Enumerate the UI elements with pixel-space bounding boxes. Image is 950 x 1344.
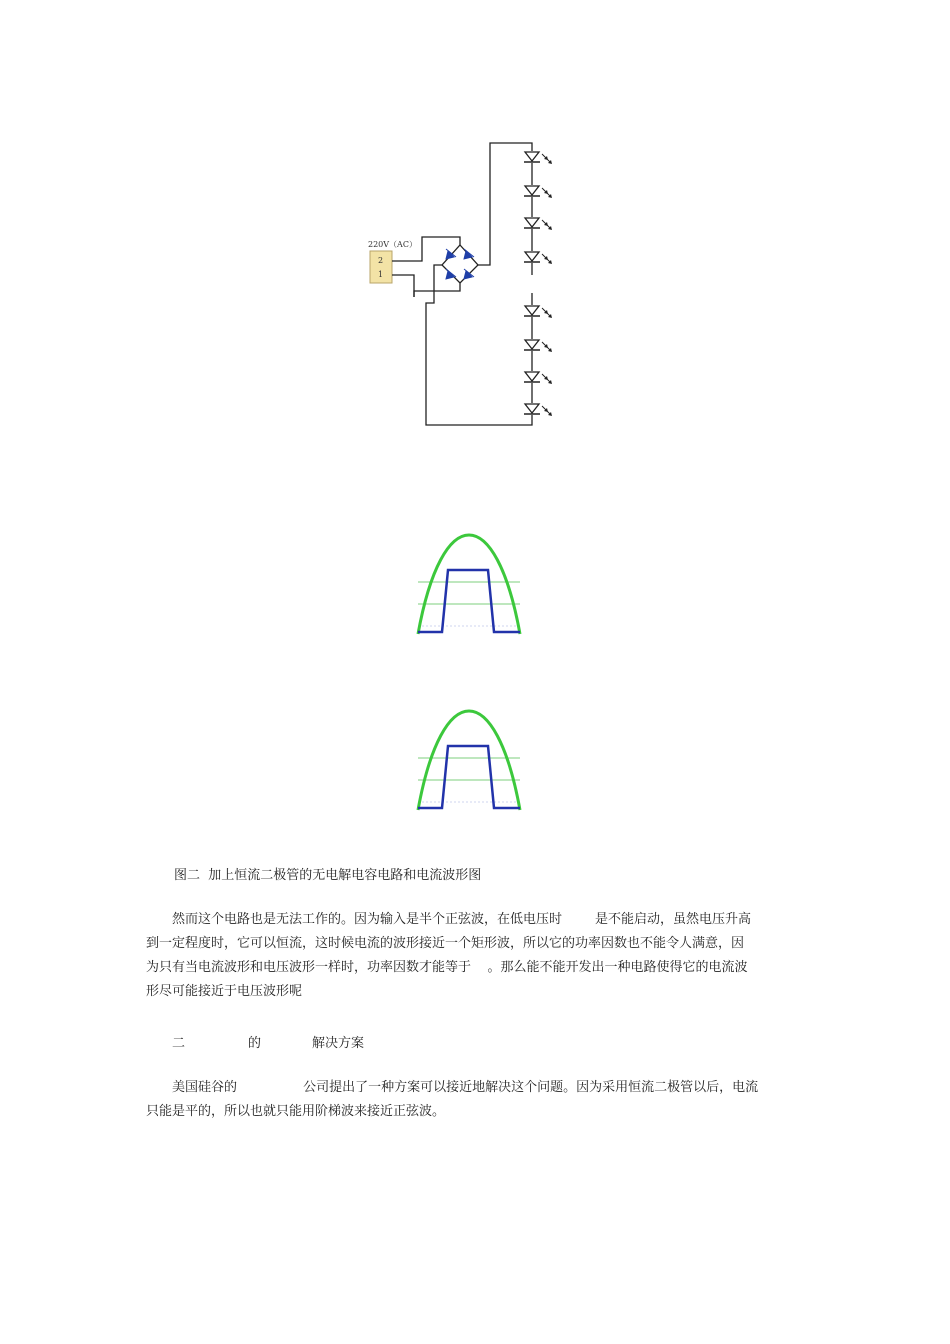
bridge-rectifier: [446, 249, 474, 279]
figure-caption: 图二 加上恒流二极管的无电解电容电路和电流波形图: [174, 868, 482, 883]
paragraph-line: 然而这个电路也是无法工作的。因为输入是半个正弦波，在低电压时 是不能启动，虽然电压升高: [172, 912, 752, 927]
paragraph-line: 为只有当电流波形和电压波形一样时，功率因数才能等于 。那么能不能开发出一种电路使得它的电流波: [146, 960, 748, 975]
paragraph-line: 只能是平的，所以也就只能用阶梯波来接近正弦波。: [146, 1104, 446, 1119]
led-icon: [524, 151, 552, 164]
ac-source-label: 220V（AC）: [368, 240, 417, 249]
waveform-grid: [418, 758, 520, 780]
current-waveform-2: [414, 668, 524, 814]
paragraph-2: [146, 1076, 806, 1124]
current-waveform-1: [414, 492, 524, 638]
led-icon: [524, 371, 552, 384]
led-string: [524, 151, 552, 416]
paragraph-line: 形尽可能接近于电压波形呢: [146, 984, 303, 999]
paragraph-1: [146, 908, 806, 1004]
circuit-wires: [392, 143, 532, 425]
voltage-waveform: [418, 711, 520, 810]
section-heading-part-1: 二: [172, 1036, 186, 1051]
voltage-waveform: [418, 535, 520, 634]
connector-pin-2: 2: [378, 256, 384, 265]
led-icon: [524, 217, 552, 230]
paragraph-line: 美国硅谷的 公司提出了一种方案可以接近地解决这个问题。因为采用恒流二极管以后，电流: [172, 1080, 759, 1095]
led-string-gap: [528, 275, 536, 293]
led-icon: [524, 185, 552, 198]
paragraph-line: 到一定程度时，它可以恒流，这时候电流的波形接近一个矩形波，所以它的功率因数也不能令人满意，因: [146, 936, 745, 951]
led-icon: [524, 305, 552, 318]
section-heading-part-3: 解决方案: [312, 1036, 365, 1051]
led-icon: [524, 251, 552, 264]
circuit-diagram: [362, 135, 572, 435]
led-icon: [524, 403, 552, 416]
waveform-grid: [418, 582, 520, 604]
led-icon: [524, 339, 552, 352]
connector-pin-1: 1: [378, 270, 384, 279]
section-heading-part-2: 的: [248, 1036, 262, 1051]
